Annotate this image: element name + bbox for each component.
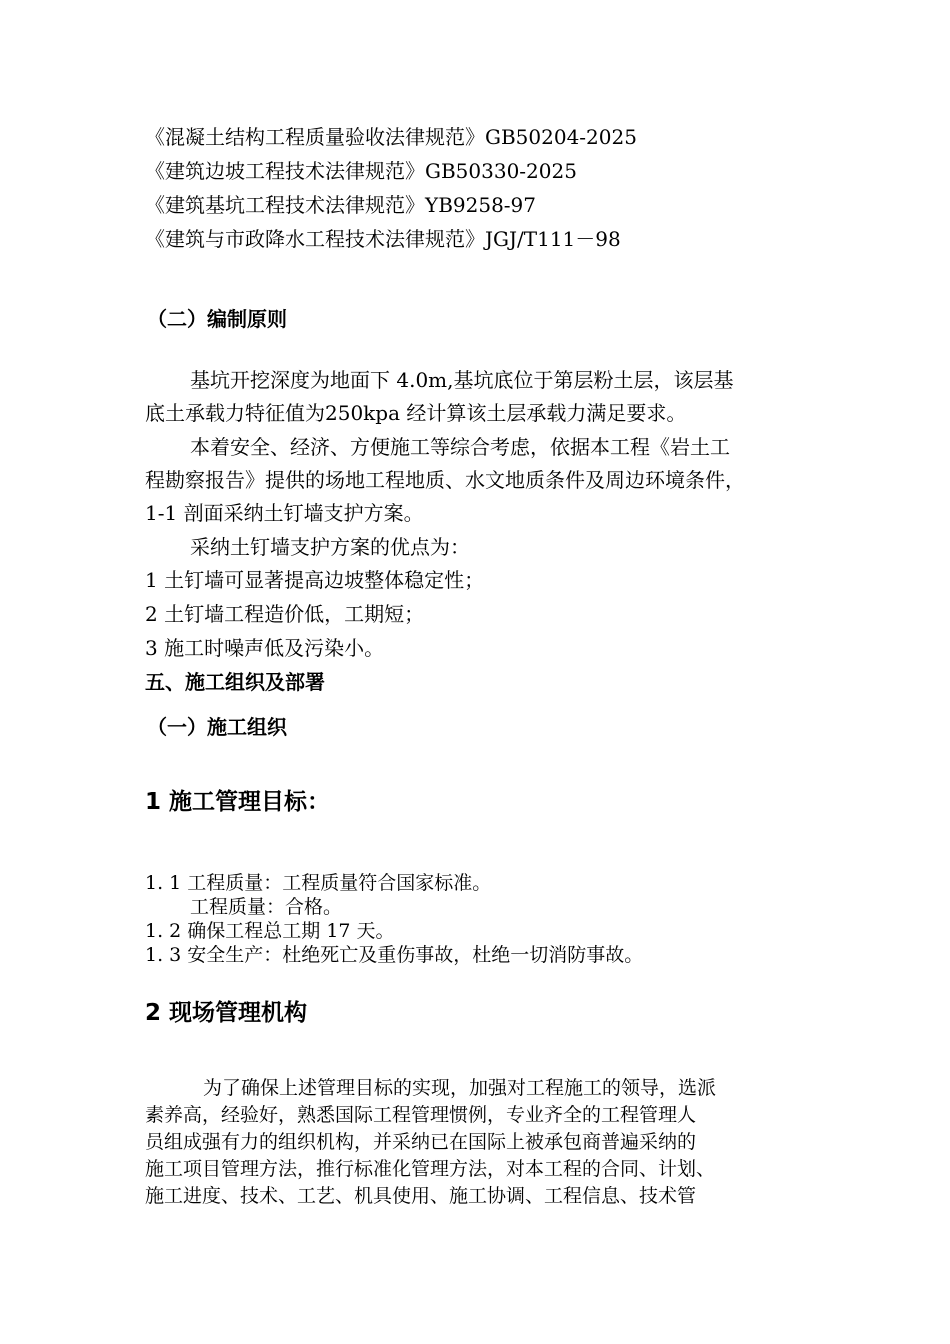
paragraph-line: 素养高，经验好，熟悉国际工程管理惯例，专业齐全的工程管理人 (145, 1104, 697, 1126)
subsection-heading: 1 施工管理目标： (145, 789, 331, 815)
list-item: 1. 3 安全生产：杜绝死亡及重伤事故，杜绝一切消防事故。 (145, 944, 644, 966)
list-item: 2 土钉墙工程造价低，工期短； (145, 602, 425, 626)
reference-line: 《建筑边坡工程技术法律规范》GB50330-2025 (145, 159, 577, 183)
reference-line: 《建筑与市政降水工程技术法律规范》JGJ/T111－98 (145, 227, 621, 251)
reference-line: 《混凝土结构工程质量验收法律规范》GB50204-2025 (145, 125, 637, 149)
list-item: 1. 2 确保工程总工期 17 天。 (145, 920, 395, 942)
paragraph-line: 1-1 剖面采纳土钉墙支护方案。 (145, 501, 424, 525)
paragraph-line: 基坑开挖深度为地面下 4.0m,基坑底位于第层粉土层，该层基 (190, 368, 734, 392)
list-item: 1. 1 工程质量：工程质量符合国家标准。 (145, 872, 492, 894)
paragraph-line: 为了确保上述管理目标的实现，加强对工程施工的领导，选派 (203, 1077, 717, 1099)
subsection-heading: 2 现场管理机构 (145, 1000, 308, 1026)
paragraph-line: 程勘察报告》提供的场地工程地质、水文地质条件及周边环境条件， (145, 468, 745, 492)
paragraph-line: 员组成强有力的组织机构，并采纳已在国际上被承包商普遍采纳的 (145, 1131, 697, 1153)
section-heading: （一）施工组织 (147, 715, 287, 739)
list-item: 1 土钉墙可显著提高边坡整体稳定性； (145, 568, 485, 592)
chapter-heading: 五、施工组织及部署 (145, 670, 325, 694)
paragraph-line: 施工项目管理方法，推行标准化管理方法，对本工程的合同、计划、 (145, 1158, 716, 1180)
paragraph-line: 本着安全、经济、方便施工等综合考虑，依据本工程《岩土工 (190, 435, 730, 459)
paragraph-line: 施工进度、技术、工艺、机具使用、施工协调、工程信息、技术管 (145, 1185, 697, 1207)
section-heading: （二）编制原则 (147, 307, 287, 331)
reference-line: 《建筑基坑工程技术法律规范》YB9258-97 (145, 193, 537, 217)
paragraph-line: 采纳土钉墙支护方案的优点为： (190, 535, 470, 559)
list-item: 3 施工时噪声低及污染小。 (145, 636, 385, 660)
paragraph-line: 底土承载力特征值为250kpa 经计算该土层承载力满足要求。 (145, 401, 687, 425)
list-item: 工程质量：合格。 (190, 896, 343, 918)
